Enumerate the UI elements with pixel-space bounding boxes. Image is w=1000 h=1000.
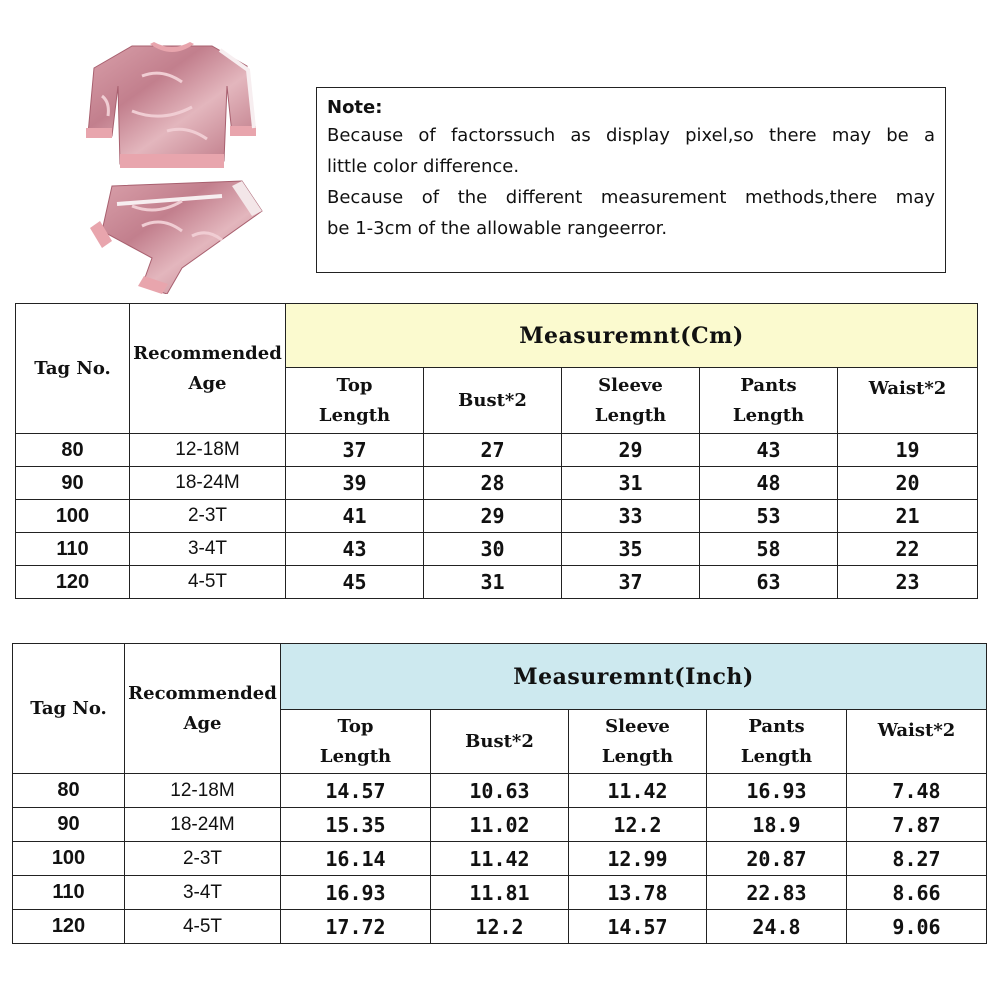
row-age: 4-5T [125, 910, 281, 944]
cell-value: 11.42 [569, 774, 707, 808]
cell-value: 16.93 [707, 774, 847, 808]
cell-value: 18.9 [707, 808, 847, 842]
col-top-length: Top Length [281, 710, 431, 774]
row-tag: 80 [13, 774, 125, 808]
table-row [16, 467, 978, 500]
age-header-line1: Recommended [133, 342, 282, 364]
cell-value: 7.48 [847, 774, 987, 808]
cell-value: 7.87 [847, 808, 987, 842]
row-age: 4-5T [130, 566, 286, 599]
row-tag: 110 [13, 876, 125, 910]
col-bust: Bust*2 [424, 368, 562, 434]
cell-value: 37 [562, 566, 700, 599]
col-pants-length: Pants Length [700, 368, 838, 434]
cell-value: 12.2 [569, 808, 707, 842]
row-age: 18-24M [130, 467, 286, 500]
age-header-line2: Age [183, 712, 222, 734]
cell-value: 20.87 [707, 842, 847, 876]
cell-value: 53 [700, 500, 838, 533]
note-line-3: Because of the different measurement methods,there may [327, 187, 935, 208]
table-row [16, 500, 978, 533]
age-header-line2: Age [188, 372, 227, 394]
cell-value: 29 [562, 434, 700, 467]
cell-value: 19 [838, 434, 978, 467]
table-row [13, 774, 987, 808]
cell-value: 22 [838, 533, 978, 566]
row-age: 18-24M [125, 808, 281, 842]
cell-value: 15.35 [281, 808, 431, 842]
row-age: 2-3T [125, 842, 281, 876]
pants-illustration [90, 181, 262, 294]
row-tag: 120 [13, 910, 125, 944]
cell-value: 10.63 [431, 774, 569, 808]
cell-value: 39 [286, 467, 424, 500]
table-row [13, 910, 987, 944]
cell-value: 43 [700, 434, 838, 467]
col-bust: Bust*2 [431, 710, 569, 774]
cell-value: 8.66 [847, 876, 987, 910]
table-row [16, 533, 978, 566]
cell-value: 14.57 [281, 774, 431, 808]
recommended-age-header [125, 644, 281, 774]
cell-value: 20 [838, 467, 978, 500]
row-tag: 90 [16, 467, 130, 500]
cell-value: 58 [700, 533, 838, 566]
cell-value: 29 [424, 500, 562, 533]
cell-value: 11.81 [431, 876, 569, 910]
row-age: 12-18M [130, 434, 286, 467]
row-tag: 120 [16, 566, 130, 599]
row-age: 2-3T [130, 500, 286, 533]
tag-no-header: Tag No. [13, 644, 125, 774]
cell-value: 45 [286, 566, 424, 599]
cell-value: 16.93 [281, 876, 431, 910]
cell-value: 9.06 [847, 910, 987, 944]
cell-value: 43 [286, 533, 424, 566]
row-tag: 80 [16, 434, 130, 467]
row-age: 3-4T [130, 533, 286, 566]
cell-value: 14.57 [569, 910, 707, 944]
cell-value: 8.27 [847, 842, 987, 876]
recommended-age-header [130, 304, 286, 434]
cell-value: 28 [424, 467, 562, 500]
cell-value: 35 [562, 533, 700, 566]
cell-value: 11.02 [431, 808, 569, 842]
note-line-2: little color difference. [327, 156, 520, 177]
cell-value: 24.8 [707, 910, 847, 944]
cell-value: 21 [838, 500, 978, 533]
col-waist: Waist*2 [847, 710, 987, 774]
cell-value: 23 [838, 566, 978, 599]
row-tag: 100 [13, 842, 125, 876]
col-sleeve-length: Sleeve Length [562, 368, 700, 434]
note-line-4: be 1-3cm of the allowable rangeerror. [327, 218, 668, 239]
product-image [72, 36, 272, 294]
cell-value: 27 [424, 434, 562, 467]
row-tag: 100 [16, 500, 130, 533]
row-tag: 110 [16, 533, 130, 566]
cell-value: 17.72 [281, 910, 431, 944]
table-row [16, 566, 978, 599]
top-illustration [86, 42, 256, 168]
col-sleeve-length: Sleeve Length [569, 710, 707, 774]
cell-value: 41 [286, 500, 424, 533]
row-age: 3-4T [125, 876, 281, 910]
col-top-length: Top Length [286, 368, 424, 434]
cell-value: 63 [700, 566, 838, 599]
cell-value: 33 [562, 500, 700, 533]
table-row [13, 876, 987, 910]
cell-value: 30 [424, 533, 562, 566]
table-row [13, 842, 987, 876]
table-row [13, 808, 987, 842]
age-header-line1: Recommended [128, 682, 277, 704]
cell-value: 12.99 [569, 842, 707, 876]
cell-value: 13.78 [569, 876, 707, 910]
tag-no-header: Tag No. [16, 304, 130, 434]
col-pants-length: Pants Length [707, 710, 847, 774]
cell-value: 12.2 [431, 910, 569, 944]
cell-value: 22.83 [707, 876, 847, 910]
note-line-1: Because of factorssuch as display pixel,so there may be a [327, 125, 935, 146]
note-box [316, 87, 946, 273]
cell-value: 37 [286, 434, 424, 467]
size-table-inch [12, 643, 987, 944]
cell-value: 11.42 [431, 842, 569, 876]
row-age: 12-18M [125, 774, 281, 808]
measurement-inch-header: Measuremnt(Inch) [281, 644, 987, 710]
table-row [16, 434, 978, 467]
size-table-cm [15, 303, 978, 599]
note-title: Note: [327, 97, 383, 118]
col-waist: Waist*2 [838, 368, 978, 434]
cell-value: 31 [562, 467, 700, 500]
cell-value: 48 [700, 467, 838, 500]
measurement-cm-header: Measuremnt(Cm) [286, 304, 978, 368]
row-tag: 90 [13, 808, 125, 842]
cell-value: 16.14 [281, 842, 431, 876]
cell-value: 31 [424, 566, 562, 599]
